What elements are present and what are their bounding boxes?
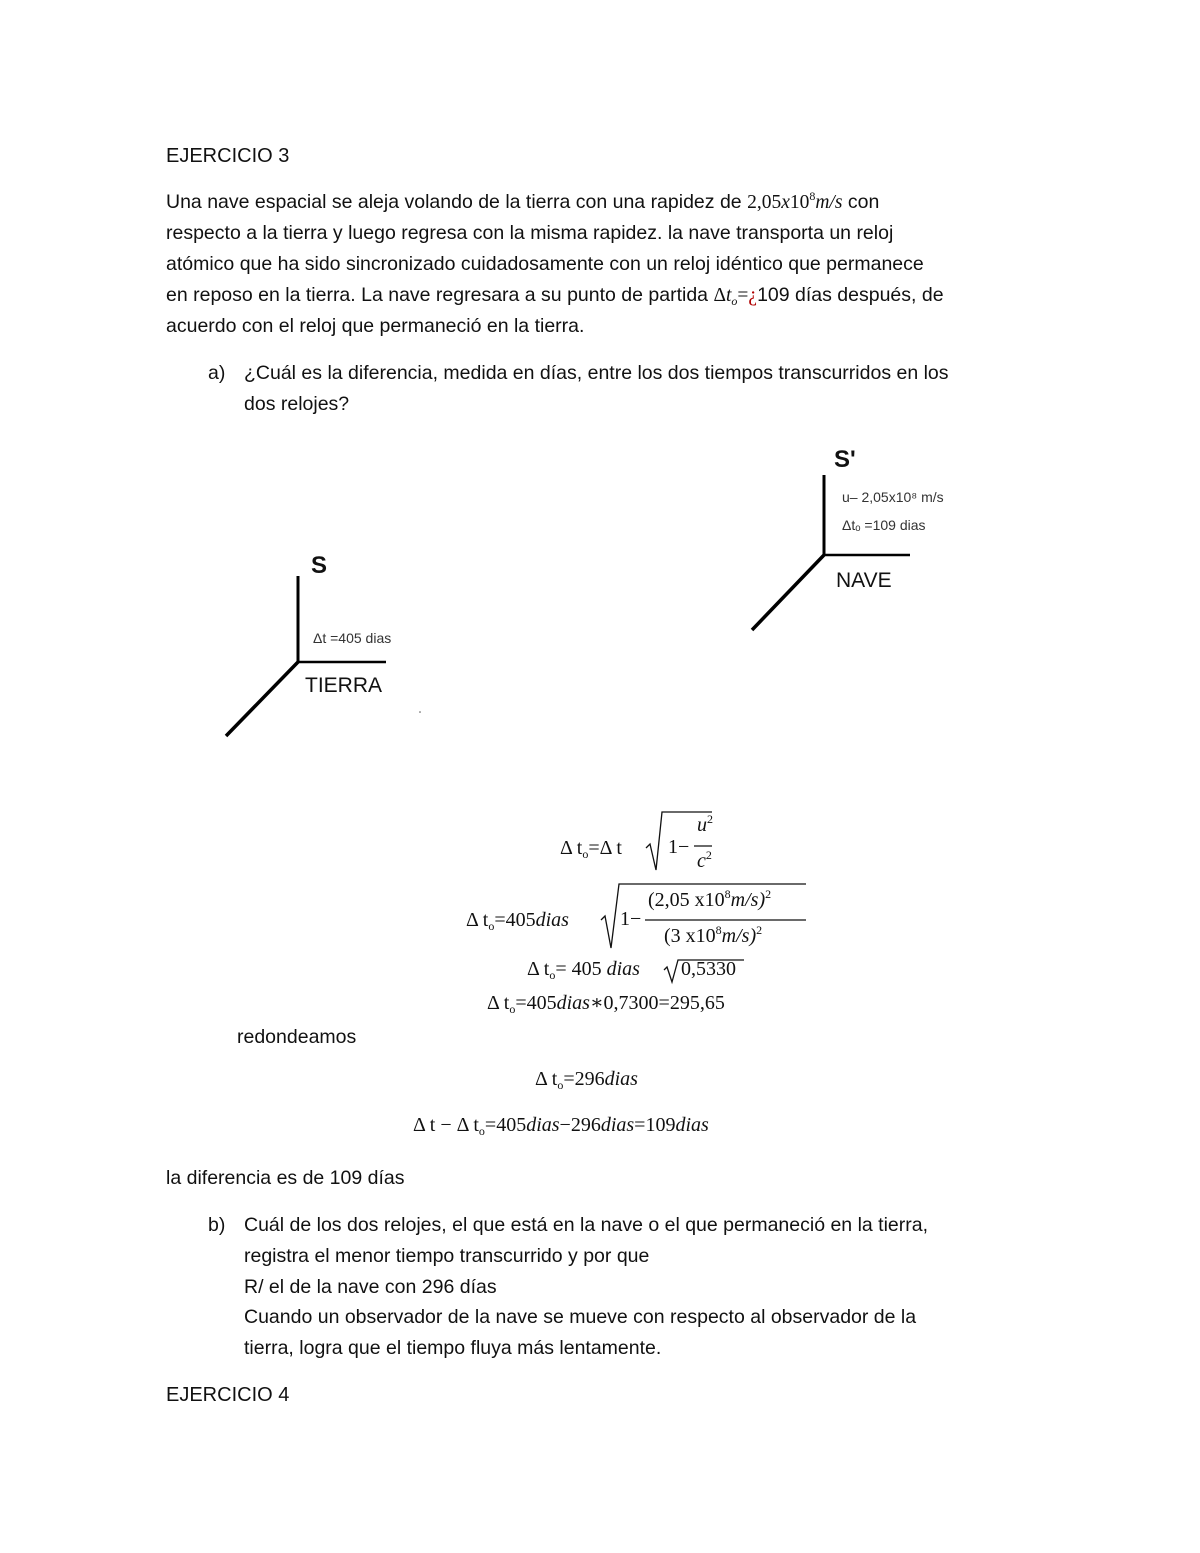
equation-6 <box>413 1114 709 1137</box>
eq2-lhs: Δ t <box>466 909 489 931</box>
eq2-num-exp: 8 <box>724 887 731 901</box>
eq3-mid: = 405 <box>555 958 602 980</box>
question-a-label: a) <box>208 362 226 384</box>
eq4-mid: =405 <box>515 992 557 1014</box>
problem-line-1-end: con <box>847 191 880 213</box>
eq2-sub: o <box>488 919 495 933</box>
problem-line-3: atómico que ha sido sincronizado cuidadosamente con un reloj idéntico que permanece <box>166 253 924 275</box>
problem-line-1-text: Una nave espacial se aleja volando de la tierra con una rapidez de <box>166 191 742 213</box>
eq4-lhs: Δ t <box>487 992 510 1014</box>
problem-line-5: acuerdo con el reloj que permaneció en la tierra. <box>166 315 585 337</box>
eq2-den-exp: 8 <box>715 923 722 937</box>
eq2-den-pow: 2 <box>756 923 763 937</box>
eq3-lhs: Δ t <box>527 958 550 980</box>
eq6-u2: dias <box>600 1114 635 1136</box>
eq6-sub: o <box>478 1124 485 1138</box>
eq2-den-unit: m/s) <box>721 925 757 947</box>
round-label: redondeamos <box>237 1026 357 1048</box>
frame-s-time: Δt =405 dias <box>313 630 392 646</box>
eq2-one-minus: 1− <box>620 908 642 930</box>
frame-s-label: S <box>311 552 328 579</box>
eq2-num-unit: m/s) <box>730 889 766 911</box>
question-a-line-2: dos relojes? <box>244 393 350 415</box>
eq6-c: −296 <box>559 1114 601 1136</box>
frame-sp-label: S' <box>834 446 856 473</box>
frame-s-caption: TIERRA <box>305 674 383 697</box>
eq2-unit: dias <box>535 909 569 931</box>
eq6-u1: dias <box>526 1114 560 1136</box>
question-b-line-4: Cuando un observador de la nave se mueve con respecto al observador de la <box>244 1306 917 1328</box>
equation-4 <box>487 990 725 1015</box>
eq5-unit: dias <box>604 1068 638 1090</box>
question-b-line-5: tierra, logra que el tiempo fluya más lentamente. <box>244 1337 662 1359</box>
speed-base: 10 <box>789 192 810 213</box>
eq1-den-exp: 2 <box>705 848 712 862</box>
question-b-line-1: Cuál de los dos relojes, el que está en la nave o el que permaneció en la tierra, <box>244 1214 929 1236</box>
eq3-unit: dias <box>606 958 640 980</box>
exercise-4-title: EJERCICIO 4 <box>166 1384 290 1406</box>
eq1-sub: o <box>582 847 589 861</box>
speed-value: 2,05 <box>747 192 782 213</box>
speed-unit: m/s <box>815 192 843 213</box>
eq1-mid: =Δ t <box>588 837 622 859</box>
delta-symbol: Δ <box>713 285 726 306</box>
eq4-rest: ∗0,7300=295,65 <box>589 992 725 1014</box>
eq2-num: (2,05 x10 <box>648 889 725 911</box>
frame-sp-caption: NAVE <box>836 569 892 592</box>
eq4-unit: dias <box>556 992 590 1014</box>
eq2-num-pow: 2 <box>765 887 772 901</box>
eq4-sub: o <box>509 1002 516 1016</box>
eq1-num-u: u <box>697 814 707 836</box>
glyph-artifact: ¿ <box>748 285 758 306</box>
frame-sp-time: Δtₒ =109 dias <box>842 517 926 533</box>
equation-5 <box>535 1068 638 1091</box>
problem-line-4b: 109 días después, de <box>757 284 944 306</box>
eq2-den: (3 x10 <box>664 925 716 947</box>
eq5-lhs: Δ t <box>535 1068 558 1090</box>
exercise-3-title: EJERCICIO 3 <box>166 145 290 167</box>
equals-symbol: = <box>737 285 749 306</box>
eq6-b: =405 <box>484 1114 527 1136</box>
eq3-radicand: 0,5330 <box>681 958 736 980</box>
speed-times: x <box>781 192 790 213</box>
eq6-a: Δ t − Δ t <box>413 1114 479 1136</box>
eq3-sub: o <box>549 968 556 982</box>
question-b-line-2: registra el menor tiempo transcurrido y por que <box>244 1245 650 1267</box>
question-b-line-3: R/ el de la nave con 296 días <box>244 1276 497 1298</box>
eq1-lhs: Δ t <box>560 837 583 859</box>
o-subscript: o <box>731 294 738 308</box>
question-a-line-1: ¿Cuál es la diferencia, medida en días, entre los dos tiempos transcurridos en los <box>244 362 949 384</box>
speed-exponent: 8 <box>809 189 816 203</box>
difference-statement: la diferencia es de 109 días <box>166 1167 405 1189</box>
eq1-num-exp: 2 <box>707 812 713 826</box>
eq5-mid: =296 <box>563 1068 605 1090</box>
eq2-mid: =405 <box>494 909 536 931</box>
question-b-label: b) <box>208 1214 226 1236</box>
eq6-u3: dias <box>675 1114 709 1136</box>
eq6-d: =109 <box>634 1114 676 1136</box>
t-symbol: t <box>726 285 732 306</box>
problem-line-2: respecto a la tierra y luego regresa con la misma rapidez. la nave transporta un reloj <box>166 222 894 244</box>
eq1-den-c: c <box>697 850 706 872</box>
eq5-sub: o <box>557 1078 564 1092</box>
eq1-one-minus: 1− <box>668 836 690 858</box>
problem-line-4a: en reposo en la tierra. La nave regresara a su punto de partida <box>166 284 709 306</box>
frame-sp-speed: u– 2,05x10⁸ m/s <box>842 489 944 505</box>
